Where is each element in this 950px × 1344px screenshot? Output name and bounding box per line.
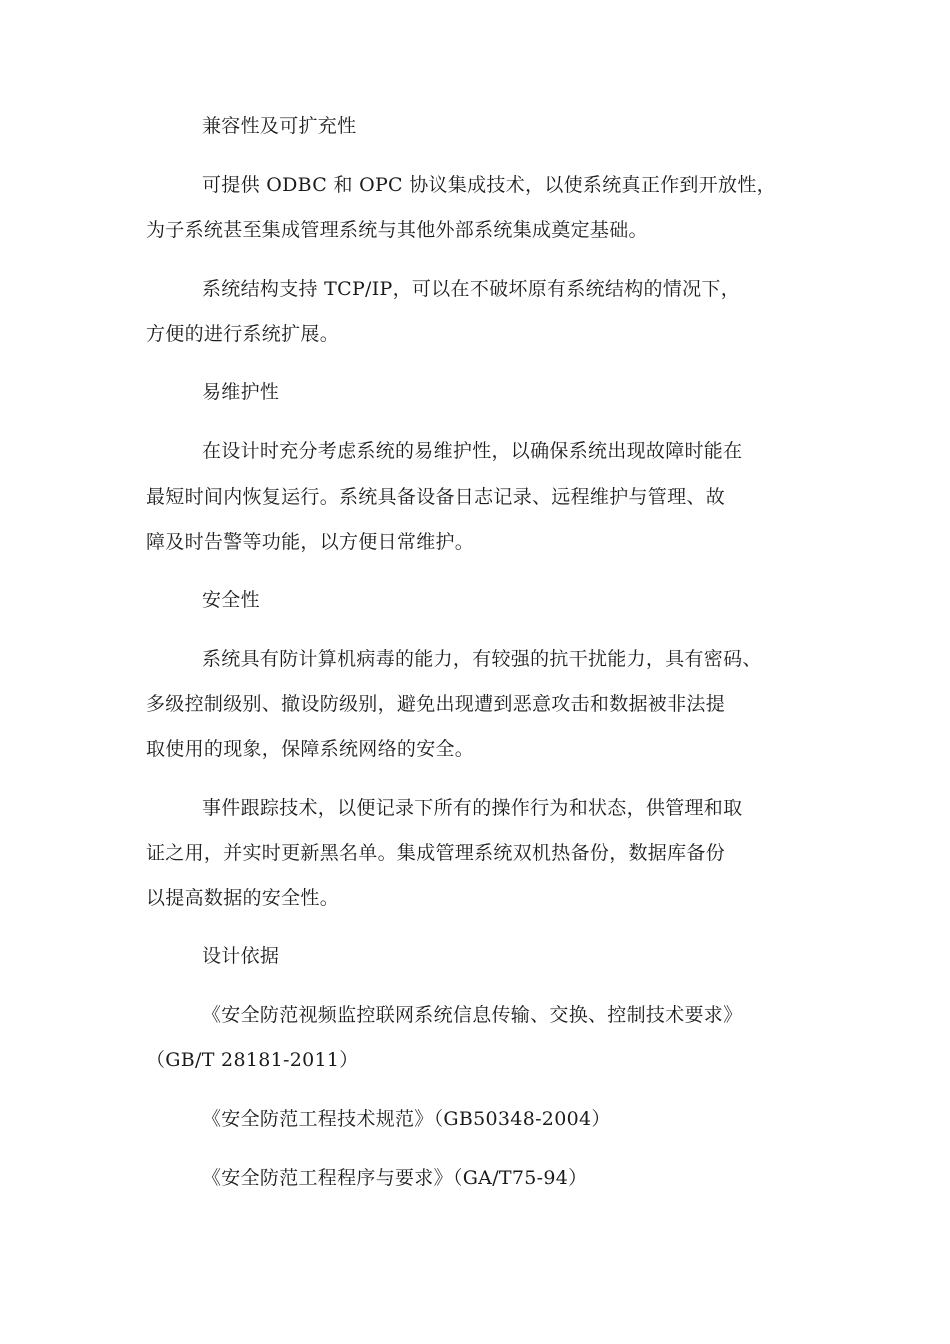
paragraph-line: 以提高数据的安全性。 — [146, 887, 340, 909]
paragraph-line: 证之用，并实时更新黑名单。集成管理系统双机热备份，数据库备份 — [146, 842, 726, 864]
paragraph-line: 在设计时充分考虑系统的易维护性，以确保系统出现故障时能在 — [202, 440, 743, 462]
paragraph-line: 方便的进行系统扩展。 — [146, 323, 340, 345]
paragraph-line: 最短时间内恢复运行。系统具备设备日志记录、远程维护与管理、故 — [146, 486, 726, 508]
paragraph-line: 为子系统甚至集成管理系统与其他外部系统集成奠定基础。 — [146, 219, 648, 241]
paragraph-line: 事件跟踪技术，以便记录下所有的操作行为和状态，供管理和取 — [202, 797, 743, 819]
heading-compatibility: 兼容性及可扩充性 — [202, 115, 357, 137]
paragraph-line: 可提供 ODBC 和 OPC 协议集成技术，以使系统真正作到开放性， — [202, 174, 776, 196]
heading-security: 安全性 — [202, 589, 260, 611]
paragraph-line: 多级控制级别、撤设防级别，避免出现遭到恶意攻击和数据被非法提 — [146, 693, 726, 715]
paragraph-line: 系统具有防计算机病毒的能力，有较强的抗干扰能力，具有密码、 — [202, 648, 762, 670]
standard-reference: 《安全防范视频监控联网系统信息传输、交换、控制技术要求》 — [202, 1004, 743, 1026]
heading-maintainability: 易维护性 — [202, 381, 280, 403]
paragraph-line: 障及时告警等功能，以方便日常维护。 — [146, 531, 475, 553]
paragraph-line: 系统结构支持 TCP/IP，可以在不破坏原有系统结构的情况下， — [202, 278, 741, 300]
standard-code: （GB/T 28181-2011） — [146, 1049, 359, 1071]
standard-reference: 《安全防范工程程序与要求》（GA/T75-94） — [202, 1167, 588, 1189]
standard-reference: 《安全防范工程技术规范》（GB50348-2004） — [202, 1108, 611, 1130]
paragraph-line: 取使用的现象，保障系统网络的安全。 — [146, 738, 475, 760]
heading-design-basis: 设计依据 — [202, 945, 280, 967]
